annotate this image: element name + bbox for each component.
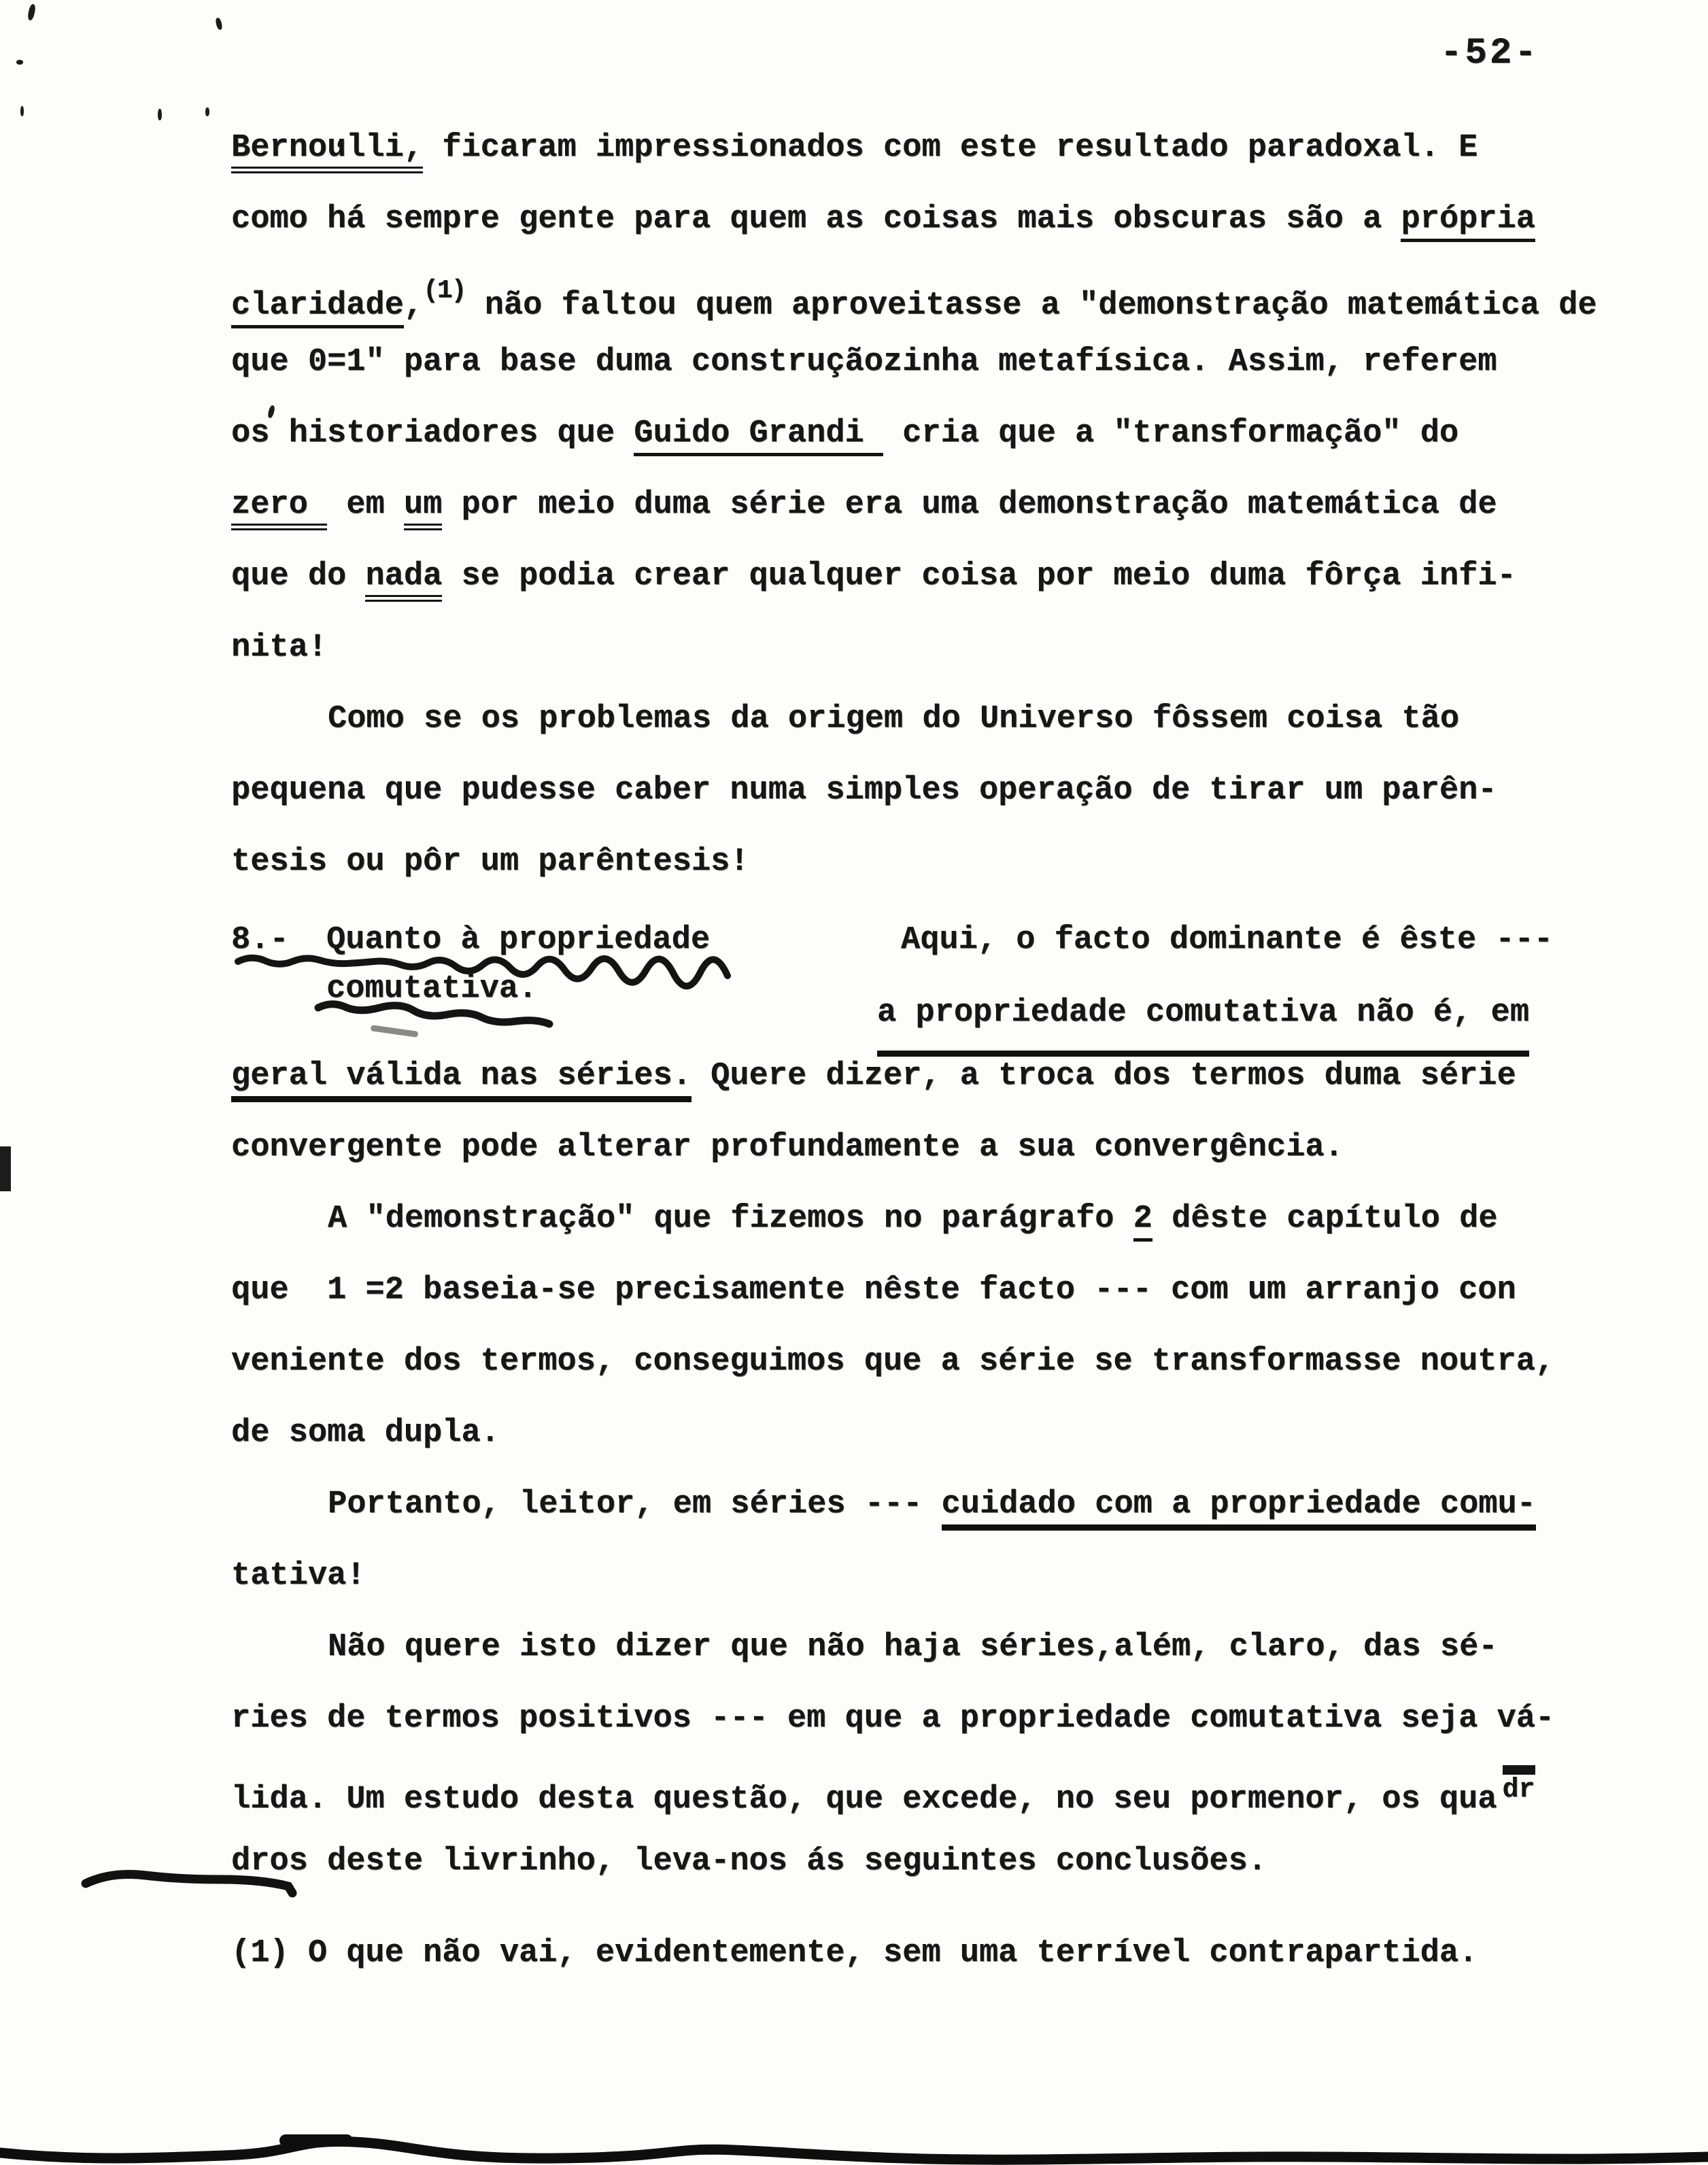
text-segment: dros deste livrinho, leva-nos ás seguintes conclusões. — [231, 1843, 1267, 1879]
wavy-underline — [235, 952, 751, 993]
text-line — [231, 1826, 1267, 1897]
text-line — [231, 184, 1535, 255]
text-segment: se podia crear qualquer coisa por meio duma fôrça infi- — [442, 558, 1516, 594]
text-line — [231, 1683, 1554, 1754]
underlined-name: Bernoulli, — [231, 130, 423, 173]
text-segment: que 1 =2 baseia-se precisamente nêste facto --- com um arranjo con — [231, 1272, 1516, 1308]
text-segment: que do — [231, 558, 366, 594]
text-column — [231, 0, 1708, 2165]
heading-right-line2: a propriedade comutativa não é, em — [877, 977, 1529, 1057]
scan-speck — [27, 3, 37, 20]
text-segment: lida. Um estudo desta questão, que excede, no seu pormenor, os qua — [231, 1782, 1497, 1818]
text-line — [231, 326, 1497, 398]
text-line — [231, 1397, 500, 1469]
text-segment: dêste capítulo de — [1152, 1201, 1498, 1237]
text-segment: que 0=1" para base duma construçãozinha metafísica. Assim, referem — [231, 344, 1497, 380]
heading-right-line1: Aqui, o facto dominante é êste --- — [901, 922, 1553, 958]
text-line — [231, 1469, 1536, 1540]
text-segment: pequena que pudesse caber numa simples operação de tirar um parên- — [231, 772, 1497, 808]
text-segment: ries de termos positivos --- em que a propriedade comutativa seja vá- — [231, 1701, 1555, 1737]
text-segment: , — [403, 288, 424, 324]
underlined-text: nada — [365, 558, 442, 602]
text-line — [231, 1255, 1516, 1326]
text-segment: Como se os problemas da origem do Universo fôssem coisa tão — [328, 701, 1460, 737]
scan-speck — [215, 17, 223, 30]
underlined-text: geral válida nas séries. — [231, 1058, 691, 1102]
text-line — [231, 1183, 1498, 1255]
underlined-text: 2 — [1133, 1201, 1152, 1242]
text-segment: os historiadores que — [231, 415, 634, 451]
text-segment: cria que a "transformação" do — [883, 415, 1459, 451]
scan-speck — [158, 109, 162, 120]
text-line — [231, 826, 749, 898]
section-title-line2: comutativa. — [326, 971, 538, 1007]
wavy-underline — [314, 997, 586, 1038]
text-line — [231, 1112, 1344, 1183]
underlined-text: um — [404, 487, 442, 530]
overtyped-correction: dr — [1503, 1765, 1535, 1805]
footnote-marker: (1) — [423, 276, 466, 305]
underlined-text: claridade — [231, 288, 404, 328]
text-segment: Portanto, leitor, em séries --- — [328, 1486, 942, 1522]
text-segment: de soma dupla. — [231, 1415, 500, 1451]
text-segment: como há sempre gente para quem as coisas mais obscuras são a — [231, 201, 1401, 237]
page-number: -52- — [1440, 33, 1539, 74]
footnote-separator — [80, 1864, 305, 1898]
text-line — [231, 612, 327, 683]
section-title-line1: Quanto à propriedade — [326, 922, 711, 958]
text-line — [231, 1754, 1535, 1835]
scan-speck — [0, 1146, 11, 1191]
text-segment: em — [327, 487, 404, 523]
text-line — [231, 112, 1478, 184]
text-segment: Quere dizer, a troca dos termos duma série — [691, 1058, 1516, 1094]
scan-speck — [16, 60, 23, 65]
text-segment: Não quere isto dizer que não haja séries,além, claro, das sé- — [328, 1629, 1498, 1665]
text-line — [231, 1612, 1497, 1683]
footnote-text: (1) O que não vai, evidentemente, sem uma terrível contrapartida. — [231, 1935, 1478, 1971]
text-line — [231, 755, 1497, 826]
text-segment: por meio duma série era uma demonstração matemática de — [442, 487, 1497, 523]
page-edge-artifact — [0, 2126, 1708, 2165]
underlined-text: zero — [231, 487, 327, 530]
text-segment: convergente pode alterar profundamente a sua convergência. — [231, 1129, 1344, 1165]
text-segment: veniente dos termos, conseguimos que a série se transformasse noutra, — [231, 1344, 1555, 1380]
text-segment: tativa! — [231, 1558, 366, 1594]
text-line — [231, 398, 1458, 469]
text-segment: tesis ou pôr um parêntesis! — [231, 844, 749, 880]
scan-speck — [20, 106, 24, 116]
text-line — [231, 1540, 365, 1612]
underlined-name: Guido Grandi — [634, 415, 883, 456]
text-segment: ficaram impressionados com este resultado paradoxal. E — [423, 130, 1478, 166]
text-line — [231, 469, 1497, 541]
text-line — [231, 541, 1516, 612]
text-segment: não faltou quem aproveitasse a "demonstração matemática de — [465, 288, 1597, 324]
text-line — [231, 1040, 1516, 1112]
text-line — [231, 1326, 1554, 1397]
text-segment: A "demonstração" que fizemos no parágrafo — [328, 1201, 1133, 1237]
underlined-text: cuidado com a propriedade comu- — [942, 1486, 1536, 1531]
section-number: 8.- — [231, 922, 289, 958]
footnote-line — [231, 1917, 1478, 1989]
text-segment: nita! — [231, 630, 328, 666]
scan-speck — [205, 107, 209, 116]
text-line — [231, 683, 1459, 755]
underlined-text: própria — [1401, 201, 1535, 242]
